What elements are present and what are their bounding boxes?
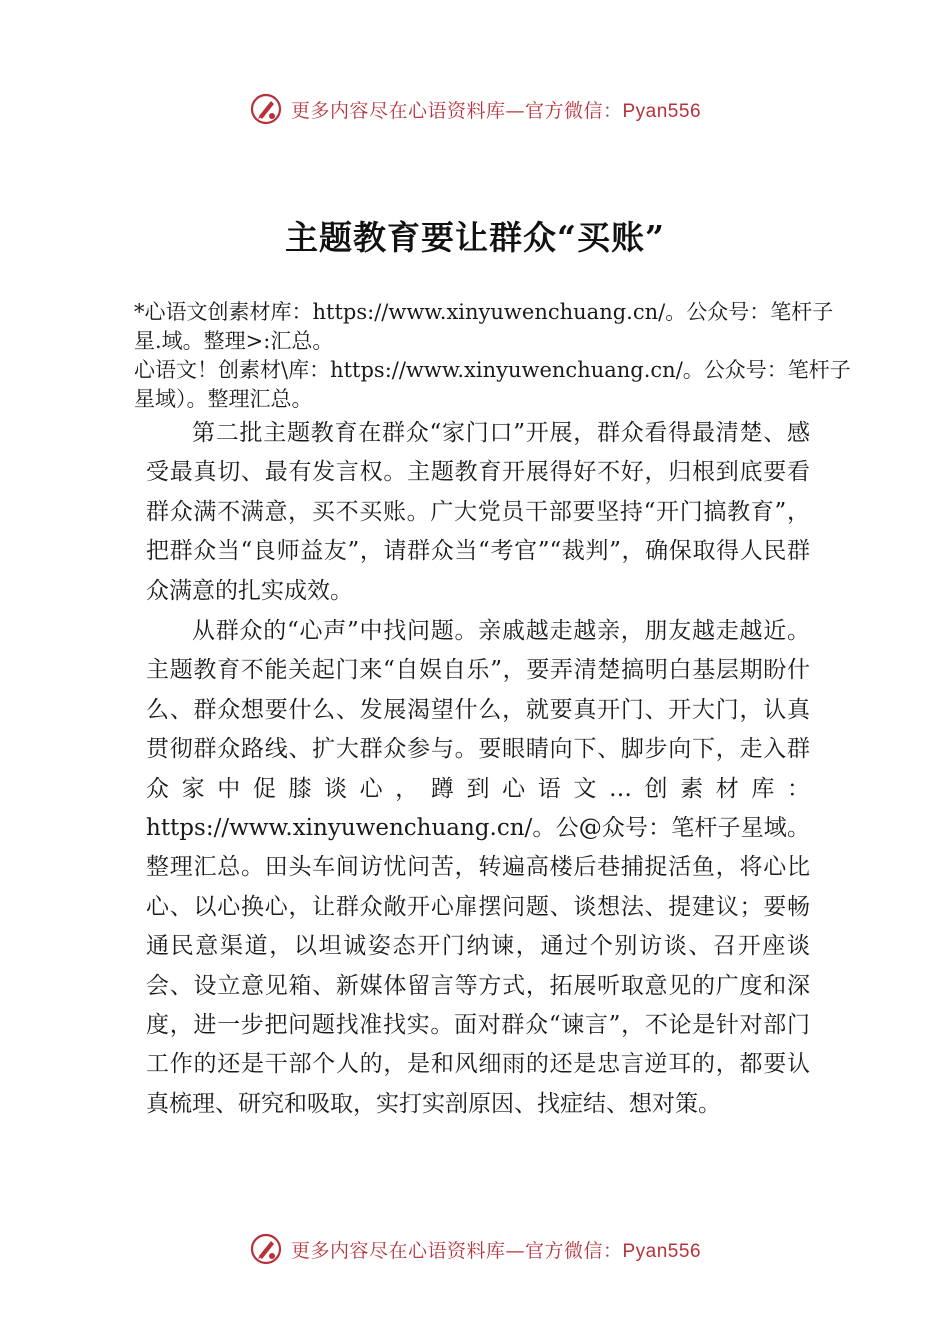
pen-seal-icon xyxy=(249,92,283,126)
footer-wechat-id: Pyan556 xyxy=(622,1240,702,1262)
header-wechat-id: Pyan556 xyxy=(622,100,702,122)
footer-banner xyxy=(0,1232,950,1266)
source-line-2: 心语文！创素材\库：https://www.xinyuwenchuang.cn/。公众号：笔杆子星域）。整理汇总。 xyxy=(134,358,851,411)
footer-banner-text: 更多内容尽在心语资料库—官方微信：Pyan556 xyxy=(290,1239,702,1262)
header-banner xyxy=(0,92,950,126)
header-banner-text: 更多内容尽在心语资料库—官方微信：Pyan556 xyxy=(290,99,702,122)
source-line-1: *心语文创素材库：https://www.xinyuwenchuang.cn/。公众号：笔杆子星.域。整理>:汇总。 xyxy=(134,300,834,353)
paragraph-1: 第二批主题教育在群众“家门口”开展，群众看得最清楚、感受最真切、最有发言权。主题教育开展得好不好，归根到底要看群众满不满意，买不买账。广大党员干部要坚持“开门搞教育”，把群众当“良师益友”，请群众当“考官”“裁判”，确保取得人民群众满意的扎实成效。 xyxy=(146,420,810,604)
pen-seal-icon xyxy=(249,1232,283,1266)
paragraph-2: 从群众的“心声”中找问题。亲戚越走越亲，朋友越走越近。主题教育不能关起门来“自娱自乐”，要弄清楚搞明白基层期盼什么、群众想要什么、发展渴望什么，就要真开门、开大门，认真贯彻群众路线、扩大群众参与。要眼睛向下、脚步向下，走入群众家中促膝谈心，蹲到心语文…创素材库：https://www.xinyuwenchuang.cn/。公@众号：笔杆子星域。整理汇总。田头车间访忧问苦，转遍高楼后巷捕捉活鱼，将心比心、以心换心，让群众敞开心扉摆问题、谈想法、提建议；要畅通民意渠道，以坦诚姿态开门纳谏，通过个别访谈、召开座谈会、设立意见箱、新媒体留言等方式，拓展听取意见的广度和深度，进一步把问题找准找实。面对群众“谏言”，不论是针对部门工作的还是干部个人的，是和风细雨的还是忠言逆耳的，都要认真梳理、研究和吸取，实打实剖原因、找症结、想对策。 xyxy=(146,618,810,1117)
document-title: 主题教育要让群众“买账” xyxy=(285,218,665,257)
